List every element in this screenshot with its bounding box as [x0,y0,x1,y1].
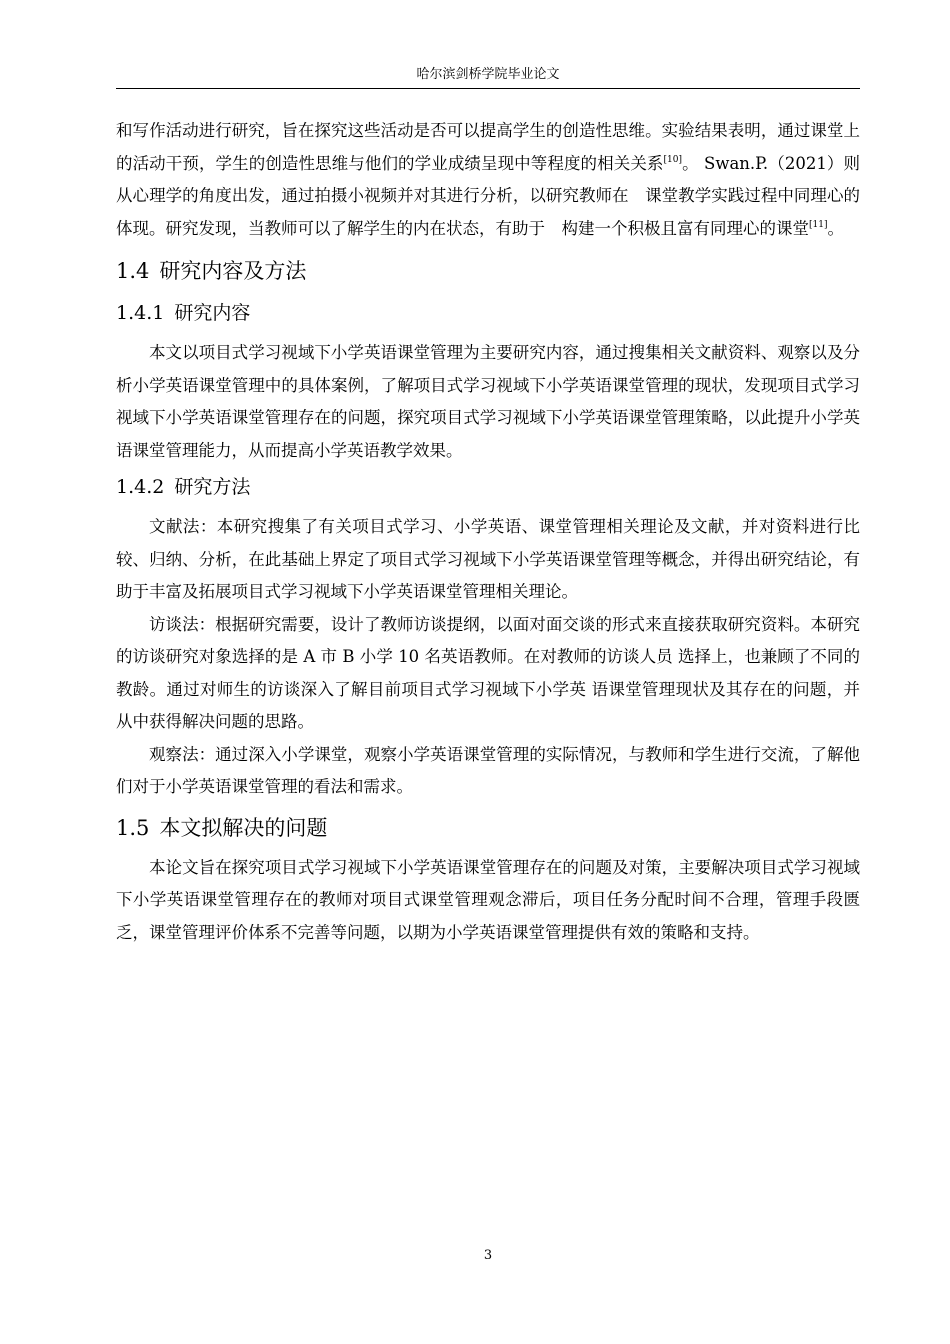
page-number: 3 [483,1248,493,1263]
heading-1-4-1 [116,295,860,331]
running-header: 哈尔滨剑桥学院毕业论文 [416,67,560,82]
citation-10: [10] [663,154,682,165]
problems-paragraph: 本论文旨在探究项目式学习视域下小学英语课堂管理存在的问题及对策，主要解决项目式学习视域下小学英语课堂管理存在的教师对项目式课堂管理观念滞后，项目任务分配时间不合理，管理手段匮乏，课堂管理评价体系不完善等问题，以期为小学英语课堂管理提供有效的策略和支持。 [116,857,860,942]
intro-text-b: 。 Swan.P.（2021）则从心理学的角度出发，通过拍摄小视频并对其进行分析，以研究教师在 课堂教学实践过程中同理心的体现。研究发现，当教师可以了解学生的内在状态，有助于 构建一个积极且富有同理心的课堂 [116,153,861,238]
intro-paragraph [116,115,860,245]
heading-1-4-2-title: 研究方法 [174,476,251,498]
heading-1-4-2-number: 1.4.2 [116,476,165,498]
intro-text-a: 和写作活动进行研究，旨在探究这些活动是否可以提高学生的创造性思维。实验结果表明，通过课堂上的活动干预，学生的创造性思维与他们的学业成绩呈现中等程度的相关关系 [116,121,860,173]
heading-1-5-title: 本文拟解决的问题 [159,815,328,840]
page-body [116,115,860,949]
research-content-paragraph: 本文以项目式学习视域下小学英语课堂管理为主要研究内容，通过搜集相关文献资料、观察以及分析小学英语课堂管理中的具体案例，了解项目式学习视域下小学英语课堂管理的现状，发现项目式学习视域下小学英语课堂管理存在的问题，探究项目式学习视域下小学英语课堂管理策略，以此提升小学英语课堂管理能力，从而提高小学英语教学效果。 [116,343,860,460]
interview-method-paragraph: 访谈法：根据研究需要，设计了教师访谈提纲，以面对面交谈的形式来直接获取研究资料。本研究的访谈研究对象选择的是 A 市 B 小学 10 名英语教师。在对教师的访谈人员 选择上，也兼顾了不同的教龄。通过对师生的访谈深入了解目前项目式学习视域下小学英 语课堂管理现状及其存在的问题，并从中获得解决问题的思路。 [116,614,860,731]
heading-1-4 [116,251,860,291]
heading-1-5 [116,808,860,848]
heading-1-5-number: 1.5 [116,815,150,840]
heading-1-4-1-number: 1.4.1 [116,302,165,324]
header-rule [116,88,860,89]
observation-method-paragraph: 观察法：通过深入小学课堂，观察小学英语课堂管理的实际情况，与教师和学生进行交流，了解他们对于小学英语课堂管理的看法和需求。 [116,744,860,796]
literature-method-paragraph: 文献法：本研究搜集了有关项目式学习、小学英语、课堂管理相关理论及文献，并对资料进行比较、归纳、分析，在此基础上界定了项目式学习视域下小学英语课堂管理等概念，并得出研究结论，有助于丰富及拓展项目式学习视域下小学英语课堂管理相关理论。 [116,517,860,601]
heading-1-4-title: 研究内容及方法 [159,259,307,283]
intro-text-c: 。 [827,218,844,238]
heading-1-4-2 [116,469,860,505]
heading-1-4-number: 1.4 [116,259,150,283]
citation-11: [11] [809,219,828,230]
heading-1-4-1-title: 研究内容 [174,302,251,324]
